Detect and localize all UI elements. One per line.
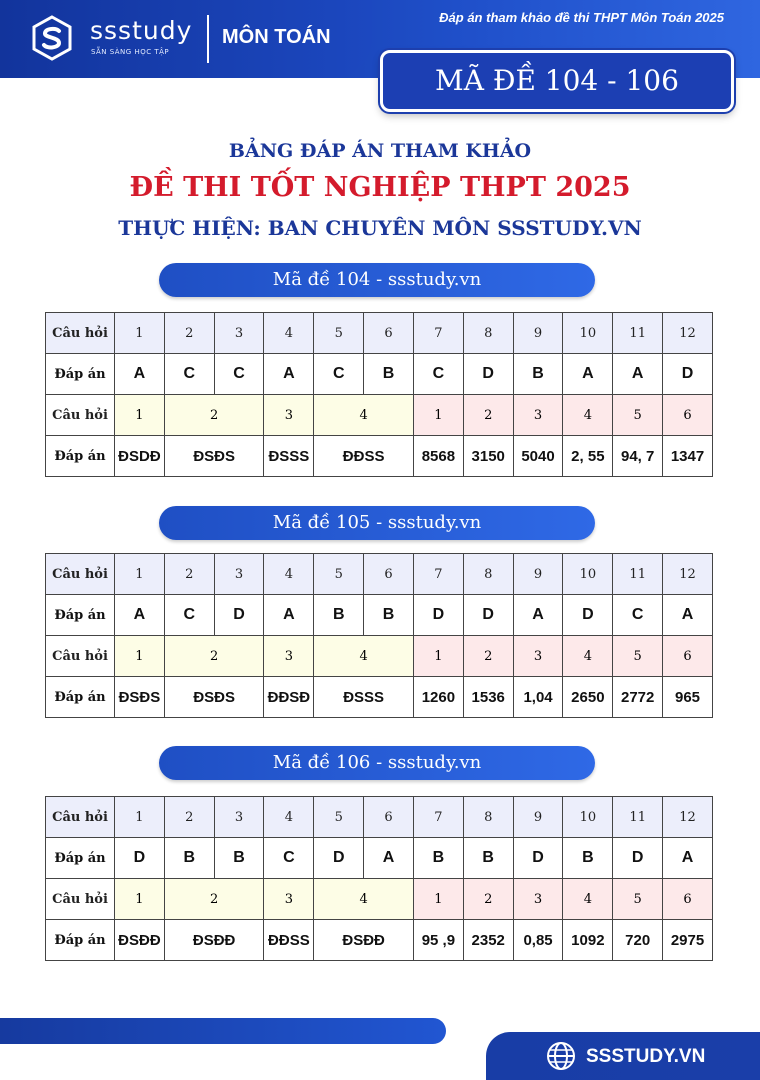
globe-icon xyxy=(545,1040,577,1072)
answer-cell: C xyxy=(264,838,314,879)
short-answer: 3150 xyxy=(463,436,513,477)
short-answer: 94, 7 xyxy=(613,436,663,477)
mc-answer-row xyxy=(46,354,713,395)
question-number: 6 xyxy=(364,554,414,595)
short-answer: 1,04 xyxy=(513,677,563,718)
answer-cell: A xyxy=(663,595,713,636)
question-number: 1 xyxy=(115,554,165,595)
question-number: 8 xyxy=(463,313,513,354)
question-number: 7 xyxy=(413,797,463,838)
question-number: 6 xyxy=(364,797,414,838)
short-answer: 2, 55 xyxy=(563,436,613,477)
question-number: 11 xyxy=(613,554,663,595)
short-answer: 2650 xyxy=(563,677,613,718)
short-answer-number: 2 xyxy=(463,636,513,677)
true-false-number: 1 xyxy=(115,395,165,436)
answer-cell: B xyxy=(314,595,364,636)
answer-cell: A xyxy=(264,354,314,395)
brand-tagline: SẴN SÀNG HỌC TẬP xyxy=(91,48,170,56)
short-answer: 95 ,9 xyxy=(413,920,463,961)
true-false-answer: ĐĐSS xyxy=(264,920,314,961)
part2-question-row xyxy=(46,395,713,436)
mc-answer-row xyxy=(46,838,713,879)
question-number: 5 xyxy=(314,313,364,354)
header-caption: Đáp án tham khảo đề thi THPT Môn Toán 2025 xyxy=(439,10,724,25)
question-number: 11 xyxy=(613,797,663,838)
row-label: Câu hỏi xyxy=(46,879,115,920)
true-false-number: 1 xyxy=(115,636,165,677)
answer-cell: A xyxy=(663,838,713,879)
true-false-answer: ĐSĐS xyxy=(164,677,264,718)
question-number: 9 xyxy=(513,554,563,595)
row-label: Đáp án xyxy=(46,595,115,636)
true-false-number: 3 xyxy=(264,395,314,436)
answer-cell: D xyxy=(613,838,663,879)
true-false-answer: ĐSSS xyxy=(314,677,414,718)
short-answer: 2975 xyxy=(663,920,713,961)
title-line-2: ĐỀ THI TỐT NGHIỆP THPT 2025 xyxy=(129,172,631,203)
question-number: 2 xyxy=(164,313,214,354)
answer-table xyxy=(45,553,713,718)
question-number: 9 xyxy=(513,313,563,354)
true-false-answer: ĐSĐĐ xyxy=(164,920,264,961)
answer-cell: B xyxy=(513,354,563,395)
answer-cell: D xyxy=(513,838,563,879)
short-answer: 8568 xyxy=(413,436,463,477)
question-number: 9 xyxy=(513,797,563,838)
true-false-number: 4 xyxy=(314,636,414,677)
question-number: 8 xyxy=(463,554,513,595)
row-label: Đáp án xyxy=(46,677,115,718)
answer-cell: D xyxy=(663,354,713,395)
answer-cell: B xyxy=(364,354,414,395)
mc-answer-row xyxy=(46,595,713,636)
true-false-answer: ĐĐSS xyxy=(314,436,414,477)
short-answer-number: 3 xyxy=(513,636,563,677)
answer-cell: B xyxy=(164,838,214,879)
answer-cell: C xyxy=(164,595,214,636)
true-false-answer: ĐSĐĐ xyxy=(314,920,414,961)
row-label: Câu hỏi xyxy=(46,313,115,354)
question-number: 2 xyxy=(164,554,214,595)
short-answer-number: 4 xyxy=(563,879,613,920)
short-answer-number: 4 xyxy=(563,636,613,677)
short-answer-number: 6 xyxy=(663,636,713,677)
title-line-1: BẢNG ĐÁP ÁN THAM KHẢO xyxy=(228,140,532,162)
header-divider xyxy=(207,15,209,63)
answer-cell: A xyxy=(364,838,414,879)
question-number: 4 xyxy=(264,797,314,838)
true-false-number: 2 xyxy=(164,636,264,677)
question-number: 10 xyxy=(563,313,613,354)
answer-cell: D xyxy=(115,838,165,879)
question-number: 2 xyxy=(164,797,214,838)
brand-name: ssstudy xyxy=(90,16,193,45)
ssstudy-logo-icon xyxy=(28,14,76,62)
question-number: 4 xyxy=(264,554,314,595)
short-answer: 1260 xyxy=(413,677,463,718)
row-label: Đáp án xyxy=(46,436,115,477)
answer-cell: D xyxy=(463,595,513,636)
short-answer-number: 5 xyxy=(613,879,663,920)
answer-cell: B xyxy=(563,838,613,879)
true-false-number: 2 xyxy=(164,395,264,436)
answer-cell: A xyxy=(513,595,563,636)
title-line-3: THỰC HIỆN: BAN CHUYÊN MÔN SSSTUDY.VN xyxy=(118,216,642,240)
exam-code-pill: Mã đề 104 - ssstudy.vn xyxy=(159,263,595,297)
answer-cell: C xyxy=(214,354,264,395)
true-false-answer: ĐSDĐ xyxy=(115,436,165,477)
answer-cell: A xyxy=(115,354,165,395)
true-false-number: 3 xyxy=(264,879,314,920)
question-number: 5 xyxy=(314,797,364,838)
answer-cell: A xyxy=(115,595,165,636)
question-number: 10 xyxy=(563,797,613,838)
question-number: 12 xyxy=(663,797,713,838)
mc-question-row xyxy=(46,797,713,838)
short-answer: 2352 xyxy=(463,920,513,961)
answer-cell: C xyxy=(164,354,214,395)
short-answer: 720 xyxy=(613,920,663,961)
short-answer-number: 1 xyxy=(413,395,463,436)
answer-cell: D xyxy=(563,595,613,636)
question-number: 12 xyxy=(663,313,713,354)
true-false-answer: ĐSĐĐ xyxy=(115,920,165,961)
exam-code-range: MÃ ĐỀ 104 - 106 xyxy=(435,64,679,97)
short-answer: 1536 xyxy=(463,677,513,718)
question-number: 1 xyxy=(115,313,165,354)
short-answer-number: 3 xyxy=(513,879,563,920)
answer-cell: D xyxy=(463,354,513,395)
short-answer-number: 3 xyxy=(513,395,563,436)
answer-cell: B xyxy=(214,838,264,879)
answer-cell: C xyxy=(314,354,364,395)
question-number: 10 xyxy=(563,554,613,595)
part2-answer-row xyxy=(46,677,713,718)
question-number: 3 xyxy=(214,554,264,595)
short-answer-number: 1 xyxy=(413,879,463,920)
exam-code-box xyxy=(380,50,734,112)
row-label: Đáp án xyxy=(46,354,115,395)
answer-cell: C xyxy=(613,595,663,636)
true-false-number: 4 xyxy=(314,395,414,436)
row-label: Câu hỏi xyxy=(46,554,115,595)
short-answer-number: 1 xyxy=(413,636,463,677)
answer-cell: B xyxy=(413,838,463,879)
short-answer-number: 6 xyxy=(663,395,713,436)
short-answer-number: 2 xyxy=(463,879,513,920)
short-answer: 5040 xyxy=(513,436,563,477)
footer-site: SSSTUDY.VN xyxy=(586,1046,706,1067)
answer-cell: A xyxy=(563,354,613,395)
true-false-number: 2 xyxy=(164,879,264,920)
answer-cell: D xyxy=(413,595,463,636)
row-label: Câu hỏi xyxy=(46,797,115,838)
question-number: 8 xyxy=(463,797,513,838)
exam-code-pill: Mã đề 106 - ssstudy.vn xyxy=(159,746,595,780)
answer-table xyxy=(45,312,713,477)
question-number: 7 xyxy=(413,313,463,354)
short-answer-number: 4 xyxy=(563,395,613,436)
answer-cell: D xyxy=(314,838,364,879)
answer-cell: D xyxy=(214,595,264,636)
part2-answer-row xyxy=(46,436,713,477)
row-label: Đáp án xyxy=(46,838,115,879)
part2-answer-row xyxy=(46,920,713,961)
question-number: 4 xyxy=(264,313,314,354)
answer-cell: B xyxy=(463,838,513,879)
answer-table xyxy=(45,796,713,961)
true-false-number: 4 xyxy=(314,879,414,920)
subject-label: MÔN TOÁN xyxy=(222,26,331,48)
question-number: 3 xyxy=(214,313,264,354)
question-number: 1 xyxy=(115,797,165,838)
short-answer: 0,85 xyxy=(513,920,563,961)
short-answer-number: 2 xyxy=(463,395,513,436)
answer-cell: A xyxy=(264,595,314,636)
row-label: Đáp án xyxy=(46,920,115,961)
true-false-number: 3 xyxy=(264,636,314,677)
answer-cell: A xyxy=(613,354,663,395)
question-number: 12 xyxy=(663,554,713,595)
row-label: Câu hỏi xyxy=(46,395,115,436)
true-false-number: 1 xyxy=(115,879,165,920)
part2-question-row xyxy=(46,879,713,920)
true-false-answer: ĐSĐS xyxy=(164,436,264,477)
short-answer: 2772 xyxy=(613,677,663,718)
question-number: 7 xyxy=(413,554,463,595)
short-answer-number: 5 xyxy=(613,395,663,436)
true-false-answer: ĐSĐS xyxy=(115,677,165,718)
question-number: 3 xyxy=(214,797,264,838)
short-answer: 1347 xyxy=(663,436,713,477)
logo-area xyxy=(0,0,372,78)
row-label: Câu hỏi xyxy=(46,636,115,677)
true-false-answer: ĐĐSĐ xyxy=(264,677,314,718)
short-answer: 1092 xyxy=(563,920,613,961)
footer-bar xyxy=(0,1018,446,1044)
short-answer: 965 xyxy=(663,677,713,718)
true-false-answer: ĐSSS xyxy=(264,436,314,477)
question-number: 11 xyxy=(613,313,663,354)
answer-cell: C xyxy=(413,354,463,395)
question-number: 5 xyxy=(314,554,364,595)
mc-question-row xyxy=(46,313,713,354)
short-answer-number: 5 xyxy=(613,636,663,677)
short-answer-number: 6 xyxy=(663,879,713,920)
question-number: 6 xyxy=(364,313,414,354)
mc-question-row xyxy=(46,554,713,595)
part2-question-row xyxy=(46,636,713,677)
exam-code-pill: Mã đề 105 - ssstudy.vn xyxy=(159,506,595,540)
answer-cell: B xyxy=(364,595,414,636)
